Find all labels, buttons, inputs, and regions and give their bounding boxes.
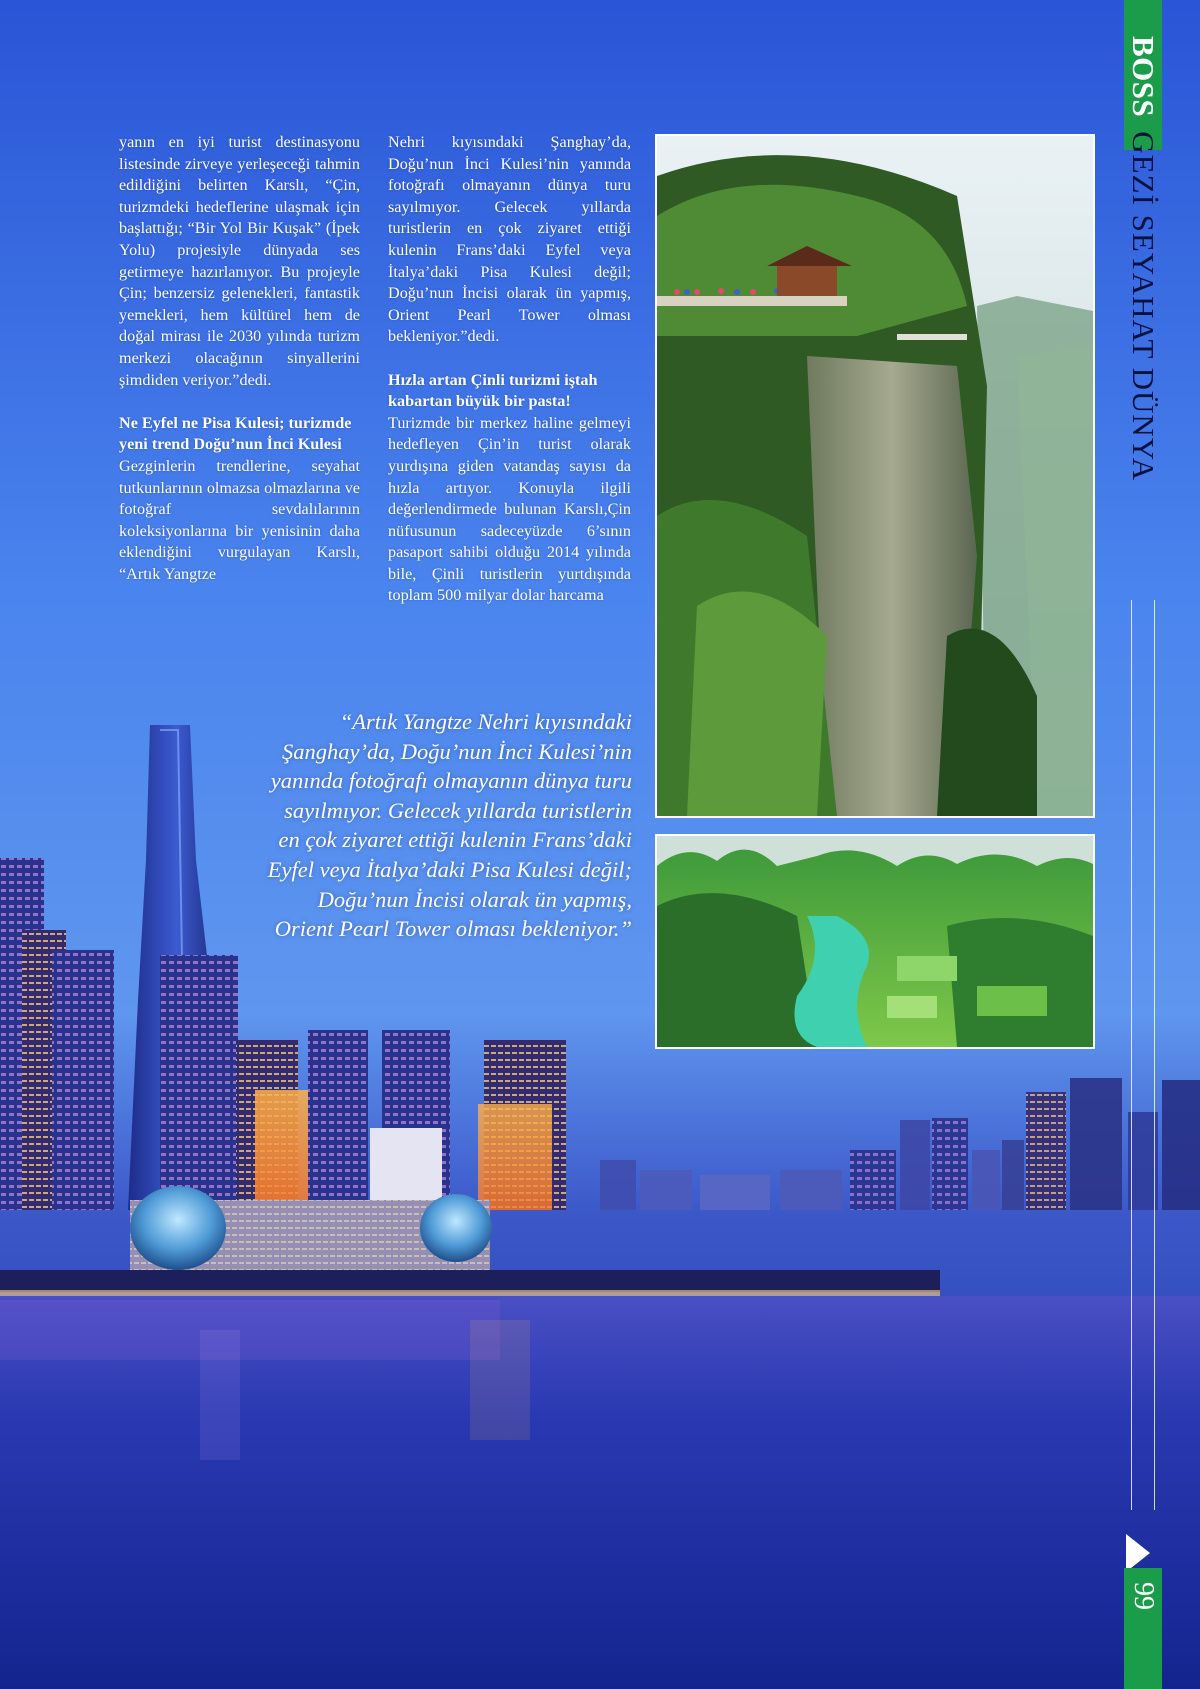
paragraph: Turizmde bir merkez haline gelmeyi hedefleyen Çin’in turist olarak yurdışına giden vatandaş sayısı da hızla artıyor. Konuyla ilgili değerlendirmede bulunan Karslı,Çin nüfusunun sadeceyüzde 6’sının pasaport sahibi olduğu 2014 yılında bile, Çinli turistlerin yurtdışında toplam 500 milyar dolar harcama	[388, 413, 631, 605]
cliff-walkway-photo	[655, 134, 1095, 818]
paragraph: Nehri kıyısındaki Şanghay’da, Doğu’nun İnci Kulesi’nin yanında fotoğrafı olmayanın dünya turu sayılmıyor. Gelecek yıllarda turistlerin en çok ziyaret ettiği kulenin Frans’daki Eyfel veya İtalya’daki Pisa Kulesi değil; Doğu’nun İncisi olarak ün yapmış, Orient Pearl Tower olması bekleniyor.”dedi.	[388, 133, 631, 346]
section-title: GEZİ SEYAHAT DÜNYA	[1126, 131, 1161, 482]
section-header	[1124, 36, 1162, 596]
subheading: Hızla artan Çinli turizmi iştah kabartan büyük bir pasta!	[388, 370, 598, 411]
pull-quote: “Artık Yangtze Nehri kıyısındaki Şanghay’da, Doğu’nun İnci Kulesi’nin yanında fotoğrafı olmayanın dünya turu sayılmıyor. Gelecek yıllarda turistlerin en çok ziyaret ettiği kulenin Frans’daki Eyfel veya İtalya’daki Pisa Kulesi değil; Doğu’nun İncisi olarak ün yapmış, Orient Pearl Tower olması bekleniyor.”	[267, 709, 632, 942]
paragraph: Gezginlerin trendlerine, seyahat tutkunlarının olmazsa olmazlarına ve fotoğraf sevdalılarının koleksiyonlarına bir yenisinin daha eklendiğini vurgulayan Karslı, “Artık Yangtze	[119, 456, 360, 583]
article-column-right	[388, 132, 631, 607]
divider-line	[1154, 600, 1155, 1510]
page-number	[1124, 1578, 1162, 1638]
brand-logo-text: BOSS	[1126, 36, 1161, 118]
divider-line	[1131, 600, 1132, 1510]
page-arrow-icon	[1126, 1534, 1150, 1572]
paragraph: yanın en iyi turist destinasyonu listesinde zirveye yerleşeceği tahmin edildiğini belirten Karslı, “Çin, turizmdeki hedeflerine ulaşmak için başlattığı; “Bir Yol Bir Kuşak” (İpek Yolu) projesiyle dünyada ses getirmeye hazırlanıyor. Bu projeyle Çin; benzersiz gelenekleri, fantastik yemekleri, hem kültürel hem de doğal mirası ile 2030 yılında turizm merkezi olacağının sinyallerini şimdiden veriyor.”dedi.	[119, 133, 360, 389]
page-number-text: 99	[1128, 1582, 1159, 1610]
karst-river-photo	[655, 834, 1095, 1049]
article-column-left	[119, 132, 360, 585]
subheading: Ne Eyfel ne Pisa Kulesi; turizmde yeni trend Doğu’nun İnci Kulesi	[119, 413, 352, 454]
